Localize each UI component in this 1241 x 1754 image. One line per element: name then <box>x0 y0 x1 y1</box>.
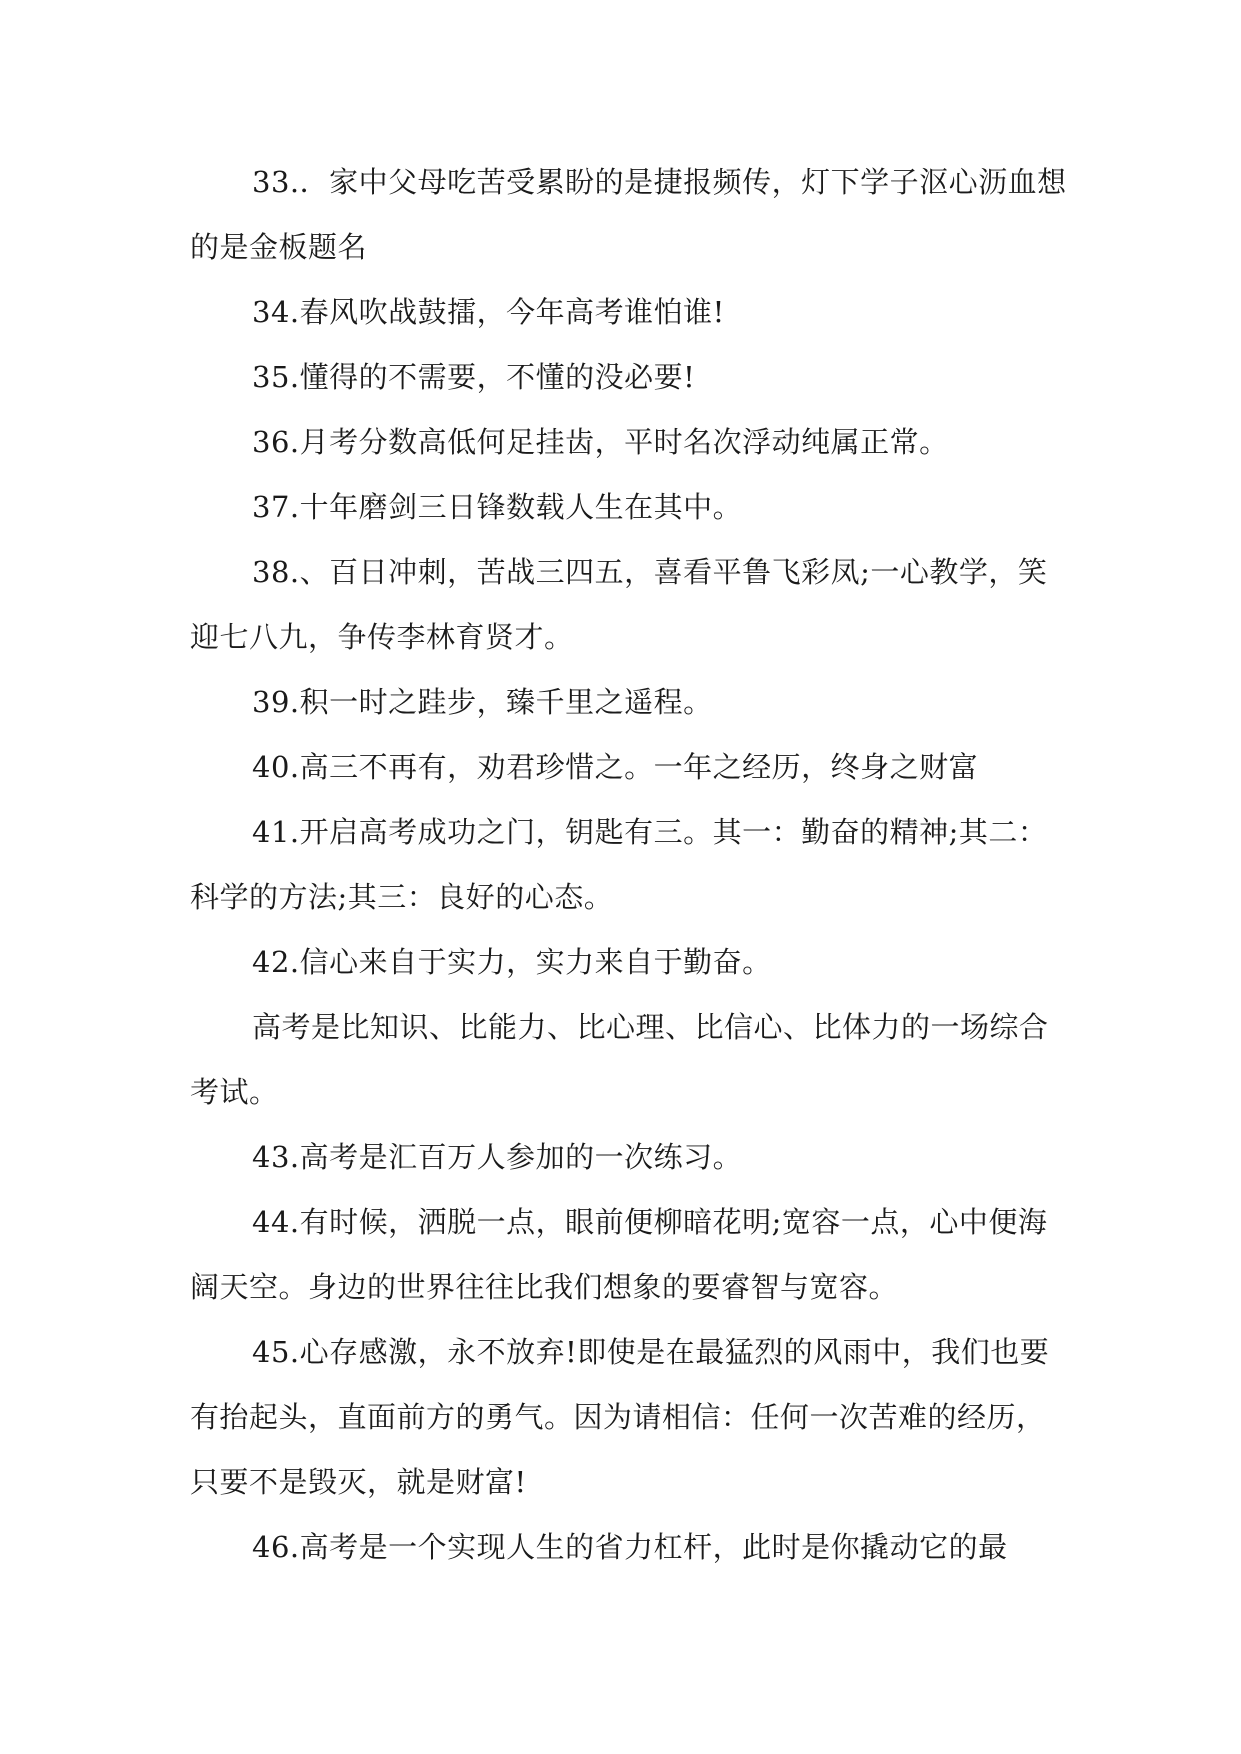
paragraph-45: 45.心存感激，永不放弃!即使是在最猛烈的风雨中，我们也要有抬起头，直面前方的勇气。因为请相信：任何一次苦难的经历，只要不是毁灭，就是财富! <box>190 1335 1050 1499</box>
paragraph-41: 41.开启高考成功之门，钥匙有三。其一：勤奋的精神;其二：科学的方法;其三：良好的心态。 <box>190 815 1048 914</box>
paragraph-42: 42.信心来自于实力，实力来自于勤奋。 <box>252 945 772 979</box>
paragraph-44: 44.有时候，洒脱一点，眼前便柳暗花明;宽容一点，心中便海阔天空。身边的世界往往比我们想象的要睿智与宽容。 <box>190 1205 1048 1304</box>
paragraph-37: 37.十年磨剑三日锋数载人生在其中。 <box>252 490 743 524</box>
paragraph-46: 46.高考是一个实现人生的省力杠杆，此时是你撬动它的最 <box>252 1530 1008 1564</box>
paragraph-33: 33.．家中父母吃苦受累盼的是捷报频传，灯下学子沤心沥血想的是金板题名 <box>190 165 1067 264</box>
paragraph-40: 40.高三不再有，劝君珍惜之。一年之经历，终身之财富 <box>252 750 979 784</box>
paragraph-unnumbered: 高考是比知识、比能力、比心理、比信心、比体力的一场综合考试。 <box>190 1010 1049 1109</box>
paragraph-36: 36.月考分数高低何足挂齿，平时名次浮动纯属正常。 <box>252 425 949 459</box>
document-body <box>190 150 1070 1580</box>
paragraph-34: 34.春风吹战鼓擂，今年高考谁怕谁! <box>252 295 725 329</box>
paragraph-39: 39.积一时之跬步，臻千里之遥程。 <box>252 685 713 719</box>
paragraph-35: 35.懂得的不需要，不懂的没必要! <box>252 360 696 394</box>
paragraph-43: 43.高考是汇百万人参加的一次练习。 <box>252 1140 743 1174</box>
paragraph-38: 38.、百日冲刺，苦战三四五，喜看平鲁飞彩凤;一心教学，笑迎七八九，争传李林育贤才。 <box>190 555 1048 654</box>
